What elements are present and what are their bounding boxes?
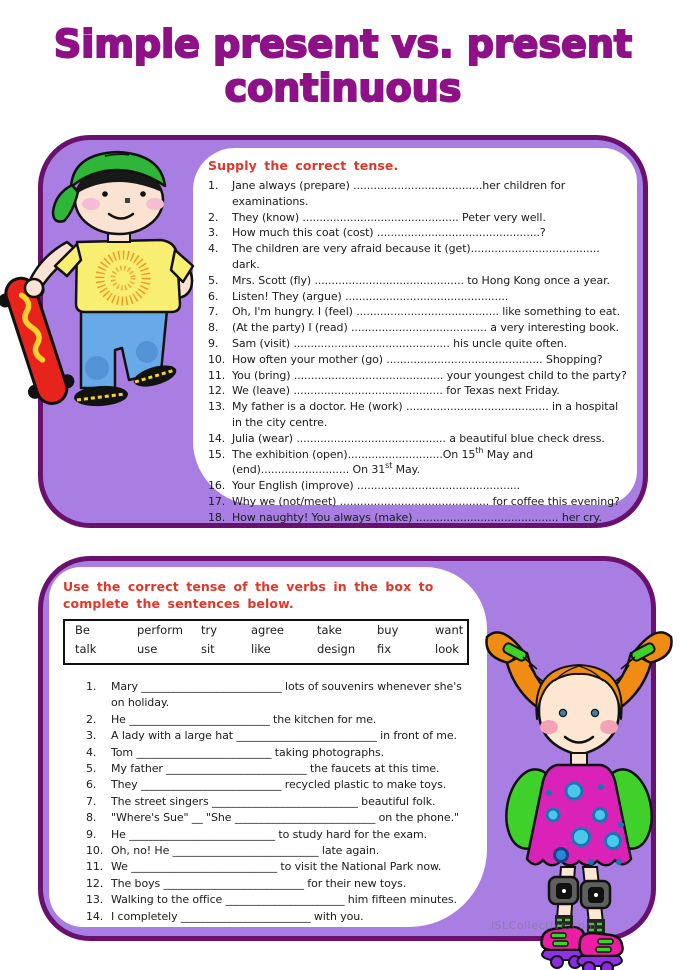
item-number: 3.	[86, 729, 97, 743]
item-text: "Where's Sue" __ "She __________________________ on the phone."	[111, 811, 459, 825]
girl-skater-illustration	[479, 619, 679, 967]
item-text: The street singers ___________________________ beautiful folk.	[111, 794, 436, 808]
item-number: 12.	[208, 384, 226, 398]
exercise-item	[86, 892, 477, 908]
exercise-item	[86, 794, 477, 810]
item-text: How much this coat (cost) ................................................?	[232, 226, 546, 240]
item-number: 2.	[86, 712, 97, 726]
item-text: The exhibition (open)............................On 15th May and (end).......................... On 31st May.	[232, 445, 533, 477]
item-text: A lady with a large hat __________________________ in front of me.	[111, 729, 457, 743]
exercise-item	[208, 210, 629, 226]
exercise2-list	[63, 679, 477, 925]
item-text: The boys __________________________ for their new toys.	[111, 876, 407, 890]
item-text: Sam (visit) .............................................. his uncle quite often.	[232, 336, 568, 350]
item-number: 8.	[86, 811, 97, 825]
boy-skateboarder-illustration	[9, 142, 209, 432]
item-number: 6.	[86, 778, 97, 792]
item-text: He ___________________________ to study hard for the exam.	[111, 827, 428, 841]
exercise-item	[208, 383, 629, 399]
item-text: He __________________________ the kitchen for me.	[111, 712, 377, 726]
item-number: 7.	[86, 794, 97, 808]
item-number: 3.	[208, 226, 219, 240]
item-text: They (know) .............................................. Peter very well.	[232, 210, 546, 224]
knee-pad-right	[581, 881, 610, 908]
exercise-item	[208, 478, 629, 494]
item-text: Mrs. Scott (fly) ............................................ to Hong Kong once a year.	[232, 273, 610, 287]
exercise1-panel	[193, 148, 637, 524]
item-number: 6.	[208, 289, 219, 303]
exercise-item	[208, 178, 629, 210]
worksheet-title: Simple present vs. present continuous	[53, 22, 633, 110]
exercise-item	[208, 225, 629, 241]
exercise-item	[208, 289, 629, 305]
exercise-item	[208, 336, 629, 352]
item-number: 5.	[208, 273, 219, 287]
item-text: My father is a doctor. He (work) .......................................... in a hospital in the city centre.	[232, 400, 619, 429]
item-text: Listen! They (argue) ................................................	[232, 289, 509, 303]
item-text: Walking to the office ______________________ him fifteen minutes.	[111, 893, 457, 907]
item-number: 5.	[86, 762, 97, 776]
item-text: Julia (wear) ............................................ a beautiful blue check dress.	[232, 431, 605, 445]
knee-pad-left	[549, 877, 578, 904]
exercise-item	[86, 679, 477, 712]
exercise-item	[208, 352, 629, 368]
item-number: 11.	[86, 860, 104, 874]
boy-hand	[25, 279, 43, 297]
item-text: We ___________________________ to visit the National Park now.	[111, 860, 442, 874]
item-number: 7.	[208, 305, 219, 319]
exercise1-instruction: Supply the correct tense.	[208, 158, 399, 173]
roller-skate-right	[577, 933, 622, 970]
exercise-item	[208, 431, 629, 447]
exercise-item	[208, 241, 629, 273]
boy-shirt	[76, 240, 180, 312]
item-text: Your English (improve) ................................................	[232, 479, 521, 493]
item-number: 9.	[208, 336, 219, 350]
item-number: 2.	[208, 210, 219, 224]
item-text: Mary __________________________ lots of souvenirs whenever she's on holiday.	[111, 680, 462, 710]
item-number: 18.	[208, 510, 226, 524]
exercise-item	[208, 494, 629, 510]
exercise-item	[86, 859, 477, 875]
exercise-item	[208, 320, 629, 336]
item-text: I completely ________________________ with you.	[111, 909, 364, 923]
item-text: How naughty! You always (make) .......................................... her cry.	[232, 510, 602, 524]
item-number: 11.	[208, 368, 226, 382]
item-text: How often your mother (go) .............................................. Shopping?	[232, 352, 603, 366]
exercise-item	[86, 827, 477, 843]
girl-dress	[527, 765, 631, 866]
item-number: 14.	[208, 431, 226, 445]
exercise2-box	[38, 556, 656, 941]
item-text: Jane always (prepare) ......................................her children for examinations.	[232, 179, 566, 208]
item-number: 17.	[208, 494, 226, 508]
item-number: 10.	[208, 352, 226, 366]
item-number: 1.	[208, 179, 219, 192]
exercise1-list	[208, 178, 629, 526]
exercise-item	[86, 712, 477, 728]
verb-option: Be	[75, 623, 90, 637]
boy-cap-brim	[53, 185, 78, 222]
verb-option: perform	[137, 623, 183, 637]
exercise1-box	[38, 135, 648, 528]
exercise-item	[208, 368, 629, 384]
exercise2-panel	[49, 567, 487, 927]
item-number: 16.	[208, 479, 226, 493]
exercise-item	[86, 745, 477, 761]
verb-option: agree	[251, 623, 284, 637]
verb-option: like	[251, 642, 271, 656]
exercise-item	[86, 810, 477, 826]
item-number: 4.	[208, 242, 219, 256]
item-text: They __________________________ recycled plastic to make toys.	[111, 778, 447, 792]
item-number: 13.	[208, 400, 226, 414]
verb-option: try	[201, 623, 218, 637]
verb-option: design	[317, 642, 356, 656]
exercise-item	[86, 909, 477, 925]
item-text: Oh, I'm hungry. I (feel) .......................................... like something to eat.	[232, 305, 621, 319]
verb-option: look	[435, 642, 459, 656]
exercise-item	[208, 304, 629, 320]
verb-option: use	[137, 642, 158, 656]
item-number: 14.	[86, 909, 104, 923]
item-number: 4.	[86, 745, 97, 759]
exercise-item	[86, 777, 477, 793]
item-text: Tom _________________________ taking photographs.	[111, 745, 384, 759]
item-text: My father __________________________ the faucets at this time.	[111, 762, 440, 776]
exercise-item	[208, 510, 629, 526]
item-text: (At the party) I (read) ........................................ a very interesting book.	[232, 321, 619, 335]
item-number: 1.	[86, 680, 97, 693]
exercise-item	[86, 761, 477, 777]
exercise-item	[208, 273, 629, 289]
item-number: 15.	[208, 447, 226, 461]
item-text: The children are very afraid because it (get)...................................... dark.	[232, 242, 600, 271]
exercise-item	[86, 728, 477, 744]
item-number: 8.	[208, 321, 219, 335]
item-number: 13.	[86, 893, 104, 907]
item-text: We (leave) ............................................ for Texas next Friday.	[232, 384, 560, 398]
verb-option: want	[435, 623, 464, 637]
verb-box-grid	[63, 619, 469, 665]
verb-option: sit	[201, 642, 215, 656]
verb-option: buy	[377, 623, 399, 637]
exercise-item	[86, 876, 477, 892]
item-number: 10.	[86, 844, 104, 858]
exercise-item	[208, 399, 629, 431]
item-number: 12.	[86, 876, 104, 890]
item-number: 9.	[86, 827, 97, 841]
item-text: Why we (not/meet) ............................................ for coffee this evening?	[232, 494, 620, 508]
exercise-item	[86, 843, 477, 859]
item-text: Oh, no! He ___________________________ late again.	[111, 844, 380, 858]
exercise-item	[208, 447, 629, 479]
exercise2-instruction: Use the correct tense of the verbs in the box to complete the sentences below.	[63, 579, 434, 611]
verb-option: talk	[75, 642, 97, 656]
watermark: iSLCollective.com	[491, 919, 597, 932]
verb-option: take	[317, 623, 342, 637]
verb-option: fix	[377, 642, 392, 656]
item-text: You (bring) ............................................ your youngest child to the party?	[232, 368, 627, 382]
